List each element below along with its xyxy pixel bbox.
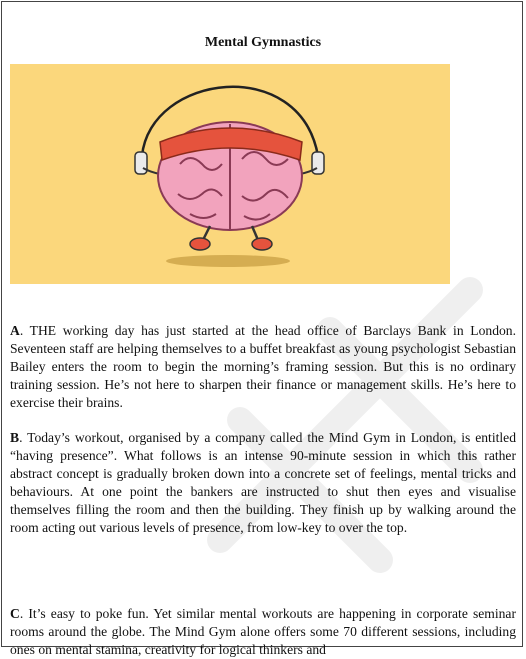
illustration-brain-jump-rope	[10, 64, 450, 284]
paragraph-a	[10, 322, 516, 412]
paragraph-b-label: B	[10, 430, 20, 445]
paragraph-b	[10, 429, 516, 537]
brain-jump-rope-icon	[10, 64, 450, 284]
page-title: Mental Gymnastics	[204, 35, 322, 50]
paragraph-c	[10, 605, 516, 659]
paragraph-a-label: A	[10, 323, 20, 338]
paragraph-b-text: . Today’s workout, organised by a company called the Mind Gym in London, is entitled “having presence”. What follows is an intense 90-minute session in which this rather abstract concept is gradually broken down into a concrete set of feelings, mental tricks and behaviours. At one point the bankers are instructed to shut then eyes and visualise themselves filling the room and then the building. They finish up by walking around the room acting out various levels of presence, from low-key to over the top.	[10, 430, 516, 535]
paragraph-a-text: . THE working day has just started at the head office of Barclays Bank in London. Seventeen staff are helping themselves to a buffet breakfast as young psychologist Sebastian Bailey enters the room to begin the morning’s framing session. But this is no ordinary training session. He’s not here to sharpen their finance or management skills. He’s here to exercise their brains.	[10, 323, 516, 410]
paragraph-c-label: C	[10, 606, 20, 621]
paragraph-c-text: . It’s easy to poke fun. Yet similar mental workouts are happening in corporate seminar rooms around the globe. The Mind Gym alone offers some 70 different sessions, including ones on mental stamina, creativity for logical thinkers and	[10, 606, 516, 657]
